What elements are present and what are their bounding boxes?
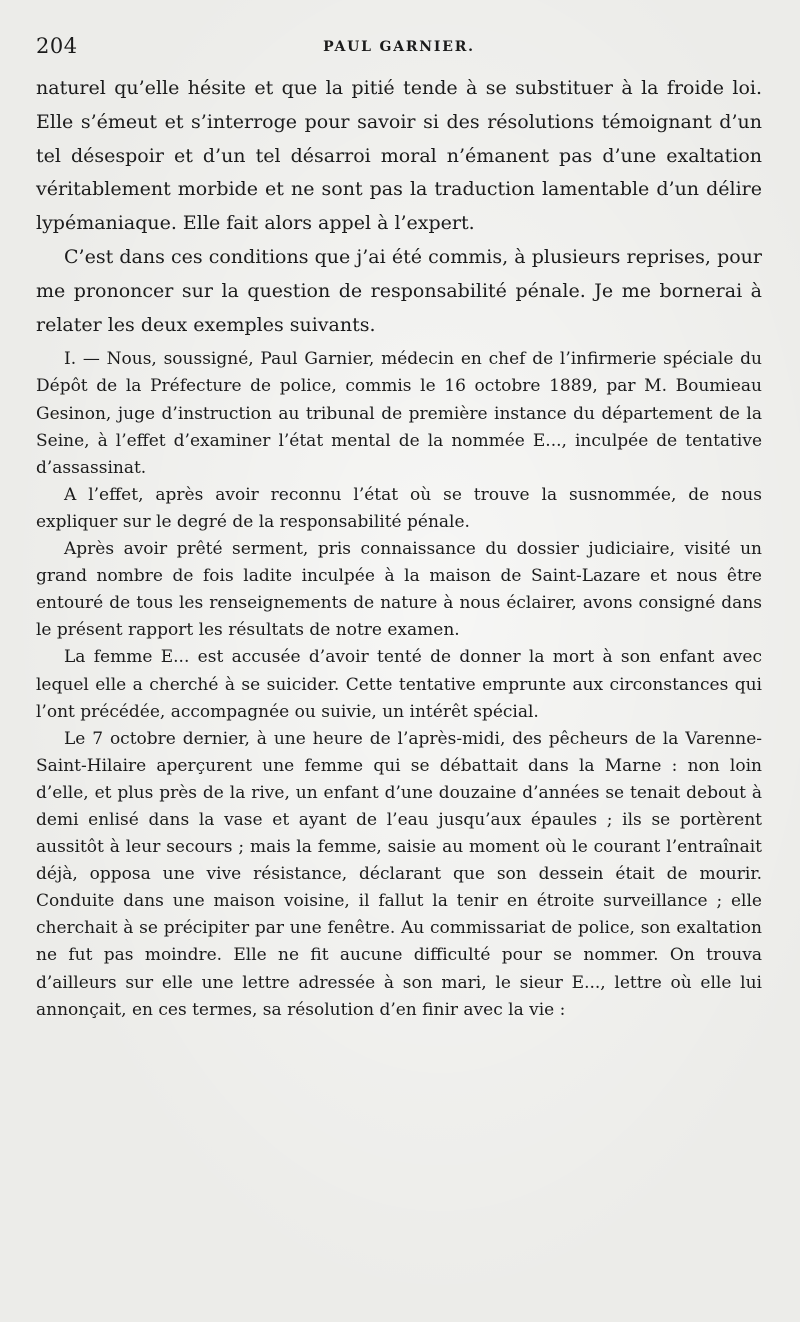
page-number: 204 [36,34,78,58]
report-paragraph: I. — Nous, soussigné, Paul Garnier, médecin en chef de l’infirmerie spéciale du Dépôt de la Préfecture de police, commis le 16 octobre 1889, par M. Boumieau Gesinon, juge d’instruction au tribunal de première instance du département de la Seine, à l’effet d’examiner l’état mental de la nommée E..., inculpée de tentative d’assassinat. [36,349,762,478]
paragraph: naturel qu’elle hésite et que la pitié tende à se substituer à la froide loi. Elle s’émeut et s’interroge pour savoir si des résolutions témoignant d’un tel désespoir et d’un tel désarroi moral n’émanent pas d’une exaltation véritablement morbide et ne sont pas la traduction lamentable d’un délire lypémaniaque. Elle fait alors appel à l’expert. [36,77,762,235]
report-paragraph: A l’effet, après avoir reconnu l’état où se trouve la susnommée, de nous expliquer sur le degré de la responsabilité pénale. [36,484,762,532]
running-header [36,34,762,64]
running-title: PAUL GARNIER. [323,39,475,55]
main-text [36,72,762,342]
expert-report [36,346,762,1023]
report-paragraph: Après avoir prêté serment, pris connaissance du dossier judiciaire, visité un grand nombre de fois ladite inculpée à la maison de Saint-Lazare et nous être entouré de tous les renseignements de nature à nous éclairer, avons consigné dans le présent rapport les résultats de notre examen. [36,539,762,641]
paragraph: C’est dans ces conditions que j’ai été commis, à plusieurs reprises, pour me prononcer sur la question de responsabilité pénale. Je me bornerai à relater les deux exemples suivants. [36,245,762,336]
report-paragraph: La femme E... est accusée d’avoir tenté de donner la mort à son enfant avec lequel elle a cherché à se suicider. Cette tentative emprunte aux circonstances qui l’ont précédée, accompagnée ou suivie, un intérêt spécial. [36,647,762,722]
report-paragraph: Le 7 octobre dernier, à une heure de l’après-midi, des pêcheurs de la Varenne-Saint-Hilaire aperçurent une femme qui se débattait dans la Marne : non loin d’elle, et plus près de la rive, un enfant d’une douzaine d’années se tenait debout à demi enlisé dans la vase et ayant de l’eau jusqu’aux épaules ; ils se portèrent aussitôt à leur secours ; mais la femme, saisie au moment où le courant l’entraînait déjà, opposa une vive résistance, déclarant que son dessein était de mourir. Conduite dans une maison voisine, il fallut la tenir en étroite surveillance ; elle cherchait à se précipiter par une fenêtre. Au commissariat de police, son exaltation ne fut pas moindre. Elle ne fit aucune difficulté pour se nommer. On trouva d’ailleurs sur elle une lettre adressée à son mari, le sieur E..., lettre où elle lui annonçait, en ces termes, sa résolution d’en finir avec la vie : [36,728,762,1020]
